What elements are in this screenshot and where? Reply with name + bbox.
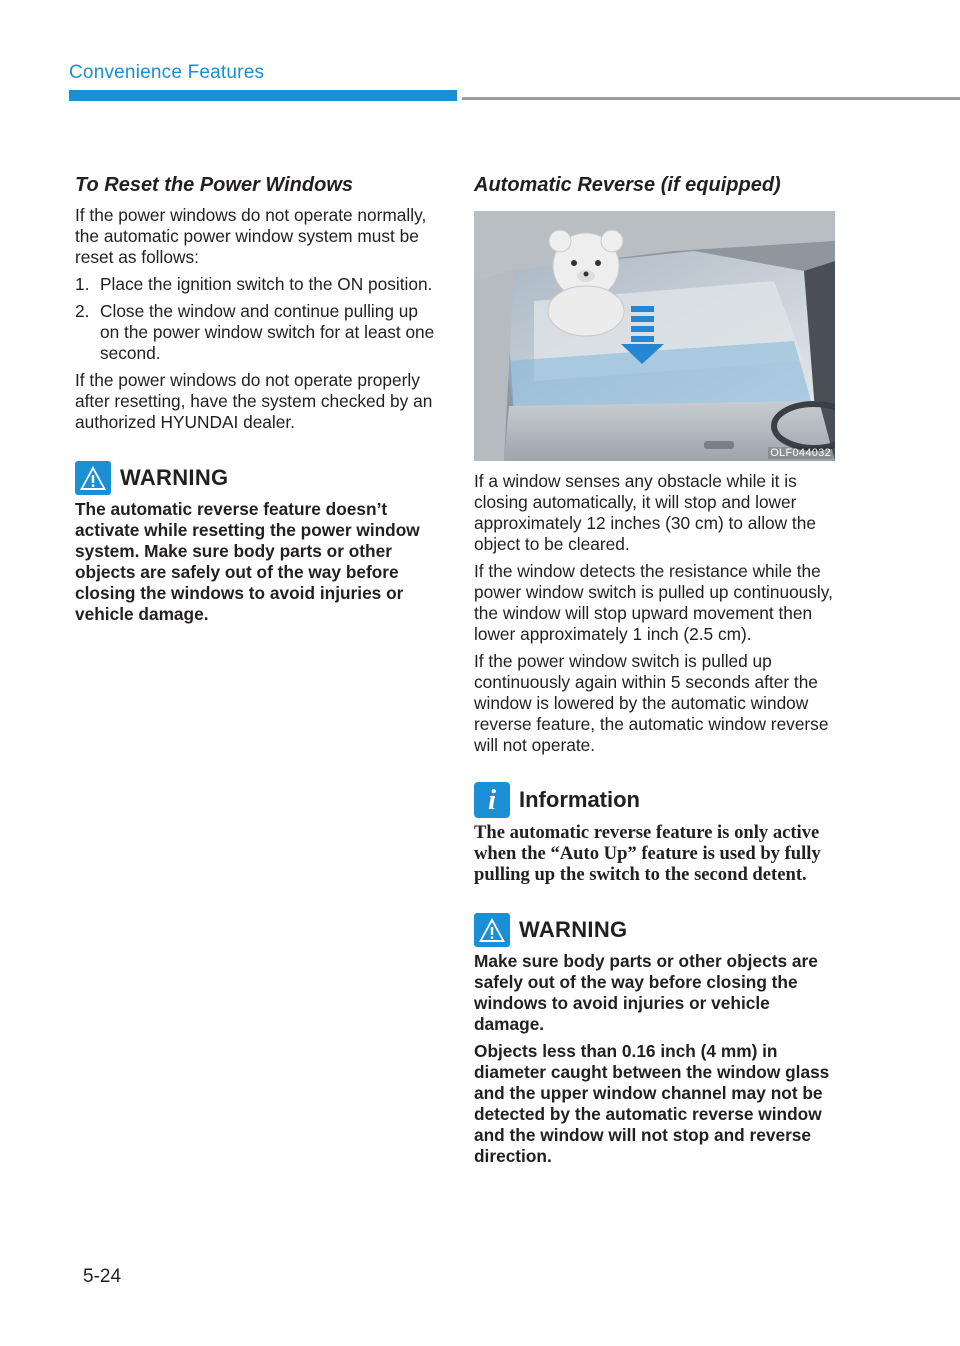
information-header (474, 782, 840, 818)
auto-reverse-paragraph: If the power window switch is pulled up continuously again within 5 seconds after the window is lowered by the automatic window reverse feature, the automatic window reverse will not operate. (474, 651, 829, 755)
list-item (75, 301, 435, 364)
warning-body: Make sure body parts or other objects are safely out of the way before closing the windows to avoid injuries or vehicle damage. (474, 951, 818, 1034)
window-drawing (474, 211, 835, 461)
car-window-illustration (474, 211, 835, 461)
list-item (75, 274, 435, 295)
chapter-title: Convenience Features (69, 62, 265, 83)
warning-header (75, 461, 435, 495)
section-heading-reset: To Reset the Power Windows (75, 174, 353, 196)
warning-icon (75, 461, 111, 495)
section-heading-auto-reverse: Automatic Reverse (if equipped) (474, 174, 781, 196)
warning-title: WARNING (120, 465, 229, 490)
information-title: Information (519, 787, 640, 812)
page-number: 5-24 (83, 1266, 122, 1287)
reset-after: If the power windows do not operate properly after resetting, have the system checked by an authorized HYUNDAI dealer. (75, 370, 433, 432)
info-icon: i (474, 782, 510, 818)
warning-body: Objects less than 0.16 inch (4 mm) in diameter caught between the window glass and the upper window channel may not be detected by the automatic reverse window and the window will not stop and reverse direction. (474, 1041, 830, 1166)
auto-reverse-paragraph: If a window senses any obstacle while it is closing automatically, it will stop and lower approximately 12 inches (30 cm) to allow the object to be cleared. (474, 471, 816, 554)
auto-reverse-paragraph: If the window detects the resistance while the power window switch is pulled up continuously, the window will stop upward movement then lower approximately 1 inch (2.5 cm). (474, 561, 833, 644)
step-text: Close the window and continue pulling up on the power window switch for at least one second. (100, 301, 435, 363)
header-rule-blue (69, 90, 457, 101)
step-number: 1. (75, 274, 90, 294)
step-text: Place the ignition switch to the ON position. (100, 274, 433, 294)
figure-code: OLF044032 (770, 447, 831, 459)
reset-intro: If the power windows do not operate normally, the automatic power window system must be reset as follows: (75, 205, 427, 267)
information-body: The automatic reverse feature is only active when the “Auto Up” feature is used by fully pulling up the switch to the second detent. (474, 822, 821, 885)
reset-steps (75, 274, 435, 364)
left-column (75, 173, 435, 631)
right-column (474, 173, 840, 1173)
warning-title: WARNING (519, 917, 628, 942)
warning-header (474, 913, 840, 947)
step-number: 2. (75, 301, 90, 321)
header-rule-gray (462, 97, 960, 100)
warning-body: The automatic reverse feature doesn’t activate while resetting the power window system. Make sure body parts or other objects are safely out of the way before closing the windows to avoid injuries or vehicle damage. (75, 499, 420, 624)
warning-icon (474, 913, 510, 947)
